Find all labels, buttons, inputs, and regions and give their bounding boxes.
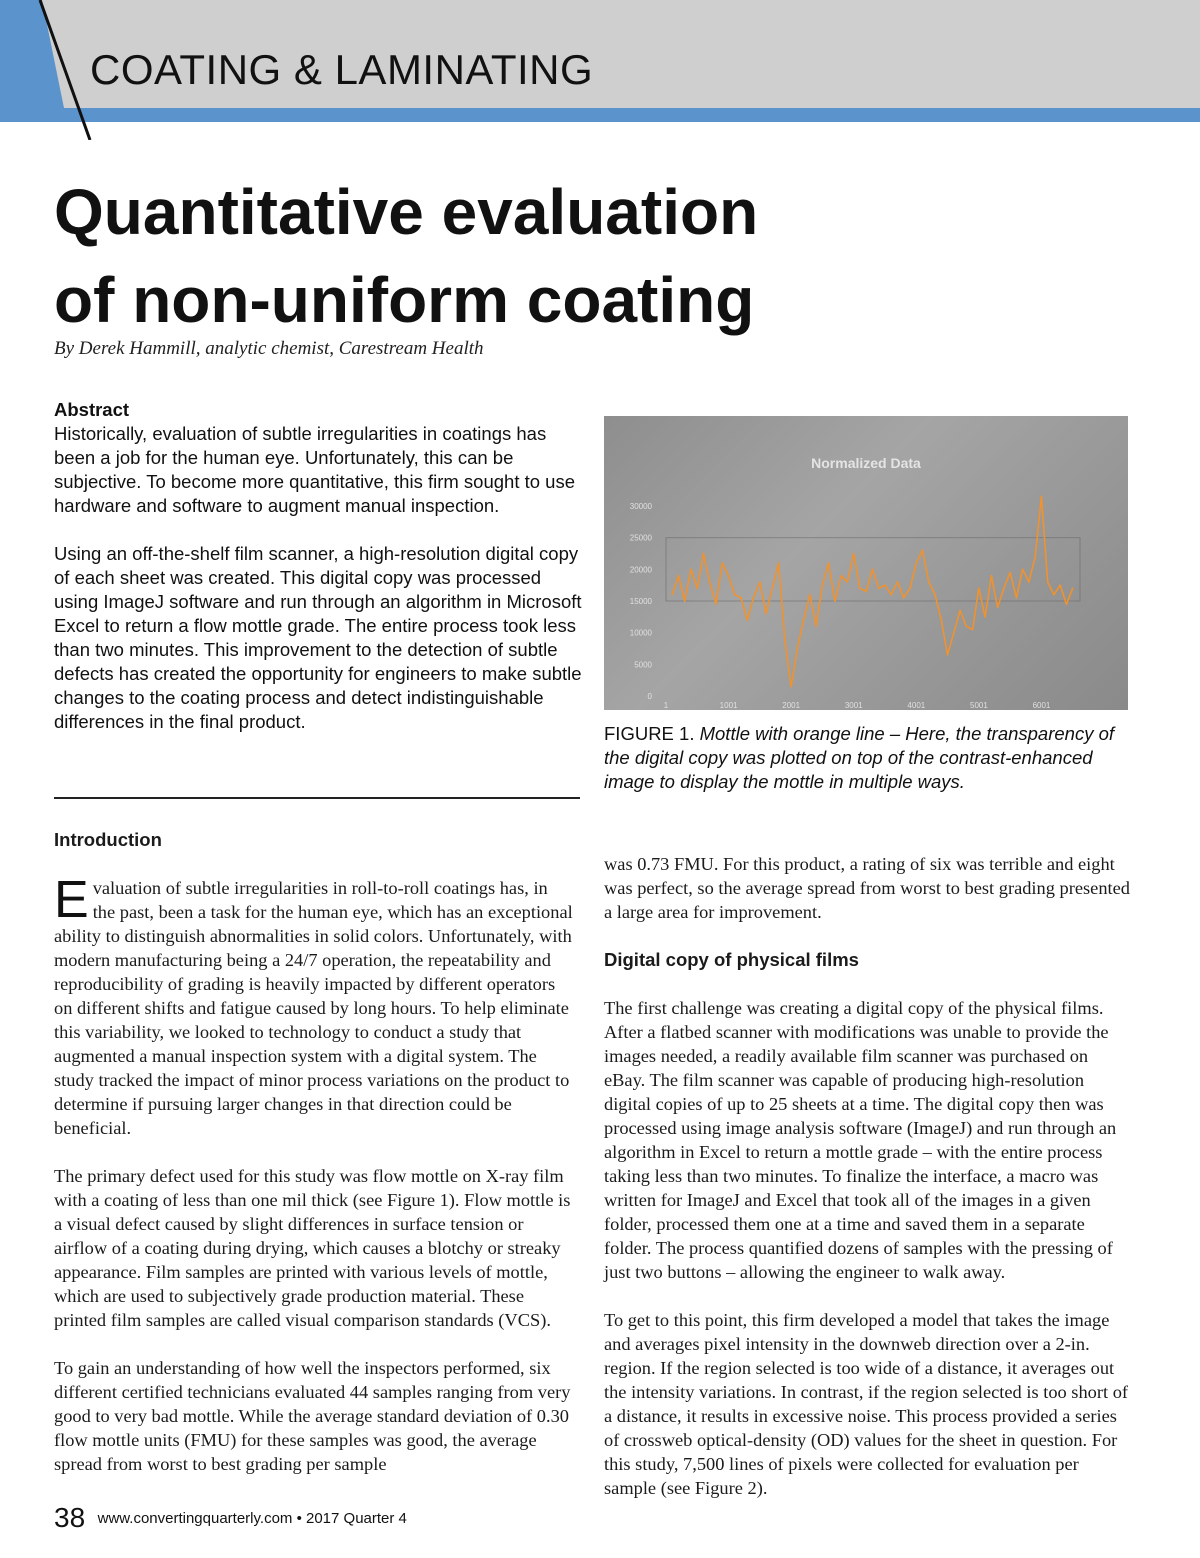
data-point bbox=[972, 629, 974, 631]
abstract-paragraph-1: Historically, evaluation of subtle irregularities in coatings has been a job for the human eye. Unfortunately, this can be subjective. To become more quantitative, this firm sought to use hardware and software to augment manual inspection. bbox=[54, 423, 576, 516]
data-point bbox=[997, 606, 999, 608]
right-paragraph-1: was 0.73 FMU. For this product, a rating of six was terrible and eight was perfect, so the average spread from worst to best grading presented a large area for improvement. bbox=[604, 854, 1130, 922]
article-title bbox=[54, 168, 954, 344]
data-point bbox=[834, 600, 836, 602]
data-point bbox=[740, 597, 742, 599]
data-point bbox=[721, 562, 723, 564]
data-point bbox=[1059, 584, 1061, 586]
mottle-chart bbox=[604, 416, 1128, 710]
x-tick-label: 5001 bbox=[970, 701, 988, 710]
data-point bbox=[953, 632, 955, 634]
data-point bbox=[1066, 603, 1068, 605]
data-point bbox=[991, 575, 993, 577]
section-divider bbox=[54, 797, 580, 799]
y-tick-label: 15000 bbox=[629, 597, 652, 606]
footer-text: www.convertingquarterly.com • 2017 Quarter 4 bbox=[97, 1509, 407, 1527]
introduction-heading: Introduction bbox=[54, 829, 162, 850]
data-point bbox=[928, 581, 930, 583]
data-point bbox=[778, 562, 780, 564]
data-point bbox=[903, 597, 905, 599]
intro-paragraph-2: The primary defect used for this study was flow mottle on X-ray film with a coating of less than one mil thick (see Figure 1). Flow mottle is a visual defect caused by slight differences in surface tension or airflow of a coating during drying, which causes a blotchy or streaky appearance. Film samples are printed with various levels of mottle, which are used to subjectively grade production material. These printed film samples are called visual comparison standards (VCS). bbox=[54, 1166, 571, 1330]
data-point bbox=[840, 575, 842, 577]
drop-cap: E bbox=[54, 871, 89, 929]
data-point bbox=[865, 591, 867, 593]
page-number: 38 bbox=[54, 1502, 86, 1533]
data-point bbox=[1041, 496, 1043, 498]
y-tick-label: 0 bbox=[647, 692, 652, 701]
data-point bbox=[1009, 572, 1011, 574]
data-point bbox=[784, 638, 786, 640]
data-point bbox=[709, 581, 711, 583]
abstract-paragraph-2: Using an off-the-shelf film scanner, a high-resolution digital copy of each sheet was created. This digital copy was processed using ImageJ software and run through an algorithm in Microsoft Excel to return a flow mottle grade. The entire process took less than two minutes. This improvement to the detection of subtle defects has created the opportunity for engineers to make subtle changes to the coating process and detect indistinguishable differences in the final product. bbox=[54, 543, 582, 732]
article-title-line-2: of non-uniform coating bbox=[54, 264, 755, 336]
data-point bbox=[1034, 556, 1036, 558]
right-paragraph-2: The first challenge was creating a digital copy of the physical films. After a flatbed scanner with modifications was unable to provide the images needed, a readily available film scanner was purchased on eBay. The film scanner was capable of producing high-resolution digital copies of up to 25 sheets at a time. The digital copy then was processed using image analysis software (ImageJ) and run through an algorithm in Excel to return a mottle grade – with the entire process taking less than two minutes. To finalize the interface, a macro was written for ImageJ and Excel that took all of the images in a given folder, processed them one at a time and saved them in a separate folder. The process quantified dozens of samples with the pressing of just two buttons – allowing the engineer to walk away. bbox=[604, 998, 1117, 1282]
data-point bbox=[678, 575, 680, 577]
data-point bbox=[815, 625, 817, 627]
data-point bbox=[703, 553, 705, 555]
data-point bbox=[746, 619, 748, 621]
data-point bbox=[897, 581, 899, 583]
data-point bbox=[728, 575, 730, 577]
figure-label: FIGURE 1. bbox=[604, 723, 695, 744]
data-point bbox=[1022, 568, 1024, 570]
data-point bbox=[922, 549, 924, 551]
y-tick-label: 30000 bbox=[629, 502, 652, 511]
y-tick-label: 10000 bbox=[629, 628, 652, 638]
x-tick-label: 6001 bbox=[1032, 701, 1051, 710]
data-point bbox=[934, 594, 936, 596]
data-point bbox=[1053, 594, 1055, 596]
right-column bbox=[604, 852, 1132, 1524]
abstract-heading: Abstract bbox=[54, 399, 130, 420]
data-point bbox=[978, 587, 980, 589]
x-tick-label: 3001 bbox=[844, 701, 863, 710]
x-tick-label: 2001 bbox=[782, 701, 801, 710]
data-point bbox=[771, 587, 773, 589]
data-point bbox=[803, 619, 805, 621]
data-point bbox=[940, 619, 942, 621]
data-point bbox=[684, 600, 686, 602]
x-tick-label: 4001 bbox=[907, 701, 926, 710]
right-paragraph-3: To get to this point, this firm developed a model that takes the image and averages pixel intensity in the downweb direction over a 2-in. region. If the region selected is too wide of a distance, it averages out the intensity variations. In contrast, if the region selected is too short of a distance, it results in excessive noise. This process provided a series of crossweb optical-density (OD) values for the sheet in question. For this study, 7,500 lines of pixels were collected for evaluation per sample (see Figure 2). bbox=[604, 1310, 1129, 1498]
data-point bbox=[1072, 587, 1074, 589]
intro-paragraph-3: To gain an understanding of how well the inspectors performed, six different certified technicians evaluated 44 samples ranging from very good to very bad mottle. While the average standard deviation of 0.30 flow mottle units (FMU) for these samples was good, the average spread from worst to best grading per sample bbox=[54, 1358, 571, 1474]
data-point bbox=[696, 587, 698, 589]
y-tick-label: 20000 bbox=[629, 565, 652, 575]
data-point bbox=[822, 584, 824, 586]
data-point bbox=[872, 568, 874, 570]
figure-caption bbox=[604, 722, 1134, 794]
data-point bbox=[790, 686, 792, 688]
data-point bbox=[765, 613, 767, 615]
data-point bbox=[1028, 581, 1030, 583]
data-point bbox=[759, 581, 761, 583]
article-title-line-1: Quantitative evaluation bbox=[54, 176, 759, 248]
data-point bbox=[797, 648, 799, 650]
data-point bbox=[965, 625, 967, 627]
data-point bbox=[878, 587, 880, 589]
data-point bbox=[828, 562, 830, 564]
data-point bbox=[884, 584, 886, 586]
data-point bbox=[947, 654, 949, 656]
data-point bbox=[671, 594, 673, 596]
data-point bbox=[859, 587, 861, 589]
section-label: COATING & LAMINATING bbox=[90, 46, 594, 93]
data-point bbox=[753, 597, 755, 599]
data-point bbox=[715, 603, 717, 605]
figure-1 bbox=[604, 416, 1128, 710]
data-point bbox=[890, 594, 892, 596]
data-point bbox=[853, 553, 855, 555]
series-line bbox=[672, 497, 1072, 687]
data-point bbox=[1016, 597, 1018, 599]
x-tick-label: 1 bbox=[663, 701, 669, 710]
byline: By Derek Hammill, analytic chemist, Carestream Health bbox=[54, 338, 484, 359]
header-slash-line bbox=[0, 0, 100, 140]
y-tick-label: 25000 bbox=[629, 533, 652, 543]
data-point bbox=[984, 616, 986, 618]
data-point bbox=[1047, 581, 1049, 583]
data-point bbox=[847, 581, 849, 583]
header-accent-stripe bbox=[0, 108, 1200, 122]
data-point bbox=[1003, 587, 1005, 589]
figure-caption-text: Mottle with orange line – Here, the transparency of the digital copy was plotted on top of the contrast-enhanced image to display the mottle in multiple ways. bbox=[604, 723, 1115, 792]
data-point bbox=[915, 562, 917, 564]
digital-copy-heading: Digital copy of physical films bbox=[604, 949, 859, 970]
x-tick-label: 1001 bbox=[719, 701, 738, 710]
intro-paragraph-1 bbox=[54, 871, 574, 1140]
data-point bbox=[809, 594, 811, 596]
data-point bbox=[909, 587, 911, 589]
page-footer bbox=[54, 1502, 407, 1534]
intro-paragraph-1-text: valuation of subtle irregularities in roll-to-roll coatings has, in the past, been a task for the human eye, which has an exceptional ability to distinguish abnormalities in solid colors. Unfortunately, with modern manufacturing being a 24/7 operation, the repeatability and reproducibility of grading is heavily impacted by different operators on different shifts and fatigue caused by long hours. To help eliminate this variability, we looked to technology to conduct a study that augmented a manual inspection system with a digital system. The study tracked the impact of minor process variations on the product to determine if pursuing larger changes in that direction could be beneficial. bbox=[54, 878, 573, 1138]
abstract bbox=[54, 398, 589, 758]
left-column bbox=[54, 828, 574, 1500]
data-point bbox=[959, 610, 961, 612]
y-tick-label: 5000 bbox=[634, 660, 652, 670]
chart-title: Normalized Data bbox=[811, 455, 921, 471]
data-point bbox=[734, 594, 736, 596]
data-point bbox=[690, 568, 692, 570]
